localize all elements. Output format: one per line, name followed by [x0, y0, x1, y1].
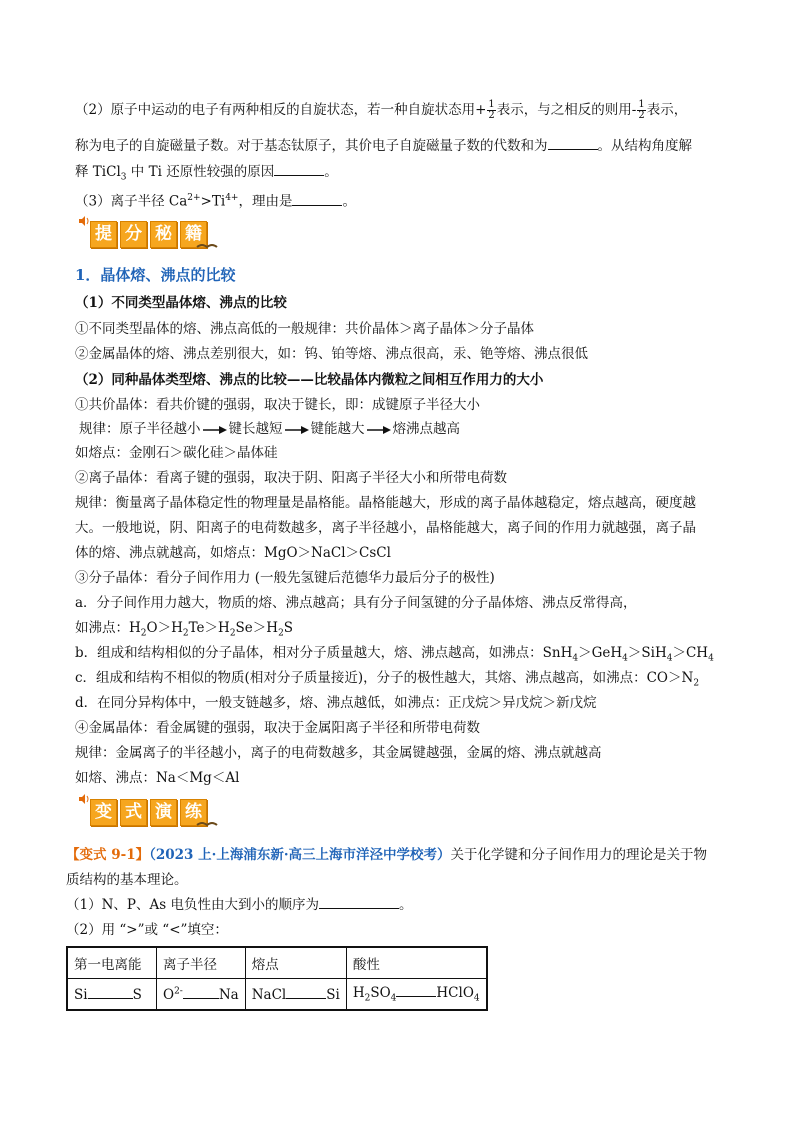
q3-text: ，理由是: [238, 193, 293, 210]
banner-tiles: [90, 221, 207, 248]
body-line: a．分子间作用力越大，物质的熔、沸点越高；具有分子间氢键的分子晶体熔、沸点反常得高，: [75, 595, 637, 611]
fraction-numerator: 1: [488, 99, 495, 110]
exercise-source: （2023 上·上海浦东新·高三上海市洋泾中学校考）: [149, 847, 451, 863]
banner-tiles: [90, 799, 207, 826]
q3-text: （3）离子半径 Ca: [75, 193, 188, 210]
table-cell: [245, 979, 346, 1011]
body-line: ②金属晶体的熔、沸点差别很大，如：钨、铂等熔、沸点很高，汞、铯等熔、沸点很低: [75, 346, 588, 362]
formula-text: S: [283, 620, 294, 636]
formula-text: 如沸点：H: [75, 620, 141, 636]
body-line: 体的熔、沸点就越高，如熔点：MgO＞NaCl＞CsCl: [75, 545, 391, 561]
subscript: 4: [622, 653, 628, 664]
table-header-cell: 熔点: [245, 947, 346, 979]
body-line: 如熔点：金刚石＞碳化硅＞晶体硅: [75, 445, 278, 461]
cell-text: Si: [74, 986, 88, 1003]
q2-line-3: [75, 163, 338, 187]
body-line: ①不同类型晶体的熔、沸点高低的一般规律：共价晶体＞离子晶体＞分子晶体: [75, 321, 534, 337]
subscript: 4: [473, 993, 480, 1004]
banner-char: 籍: [180, 221, 207, 248]
subscript: 2: [693, 678, 700, 689]
formula-text: ＞SiH: [627, 645, 667, 661]
q2-line-1: [75, 100, 687, 121]
cell-text: Na: [218, 986, 239, 1003]
rule-step: 键能越大: [310, 421, 365, 437]
fraction-denominator: 2: [488, 110, 495, 121]
q2-text: 。: [324, 164, 338, 180]
body-line: ②离子晶体：看离子键的强弱，取决于阴、阳离子半径大小和所带电荷数: [75, 470, 507, 486]
subscript: 2: [278, 628, 284, 639]
body-line: ①共价晶体：看共价键的强弱，取决于键长，即：成键原子半径大小: [75, 397, 480, 413]
formula-text: c．组成和结构不相似的物质(相对分子质量接近)，分子的极性越大，其熔、沸点越高，如沸点：CO＞N: [75, 670, 694, 686]
body-line: ④金属晶体：看金属键的强弱，取决于金属阳离子半径和所带电荷数: [75, 720, 480, 736]
body-line: 大。一般地说，阴、阳离子的电荷数越多，离子半径越小，晶格能越大，离子间的作用力就越强，离子晶: [75, 520, 696, 536]
table-cell: [157, 979, 246, 1011]
formula-text: Se＞H: [235, 620, 279, 636]
answer-blank[interactable]: [548, 137, 598, 150]
q3-line: [75, 189, 356, 211]
cell-text: H: [352, 985, 365, 1002]
q2-line-2: [75, 137, 692, 155]
arrow-right-icon: [285, 425, 309, 435]
answer-blank[interactable]: [183, 986, 219, 999]
banner-exercise: [78, 797, 218, 827]
body-line: 规律：衡量离子晶体稳定性的物理量是晶格能。晶格能越大，形成的离子晶体越稳定，熔点越高，硬度越: [75, 495, 696, 511]
arrow-right-icon: [367, 425, 391, 435]
answer-blank[interactable]: [319, 896, 399, 909]
cell-text: NaCl: [251, 986, 287, 1003]
body-line: 如熔、沸点：Na＜Mg＜Al: [75, 770, 240, 786]
fraction-half: [637, 100, 645, 121]
comparison-table: [66, 946, 488, 1011]
rule-step: 键长越短: [228, 421, 283, 437]
fraction-half: [487, 100, 495, 121]
formula-text: b．组成和结构相似的分子晶体，相对分子质量越大，熔、沸点越高，如沸点：SnH: [75, 645, 573, 661]
exercise-text: 质结构的基本理论。: [66, 872, 188, 888]
speaker-icon: [78, 215, 90, 227]
q2-text: 表示，与之相反的则用-: [496, 102, 637, 118]
formula-text: ＞CH: [672, 645, 709, 661]
rule-label: 规律：: [79, 421, 120, 437]
rule-chain: [79, 420, 460, 438]
table-header-cell: 酸性: [346, 947, 486, 979]
answer-blank[interactable]: [292, 193, 342, 206]
subscript: 3: [120, 172, 127, 183]
superscript: 2+: [187, 193, 201, 203]
section-title: 1．晶体熔、沸点的比较: [75, 266, 236, 284]
q1-text: 。: [398, 897, 413, 913]
subscript: 4: [390, 993, 397, 1004]
superscript: 4+: [225, 193, 239, 203]
table-header-row: [67, 947, 487, 979]
table-cell: [346, 979, 486, 1011]
cell-text: O: [163, 986, 175, 1003]
fraction-numerator: 1: [638, 99, 645, 110]
q2-text: 释 TiCl: [75, 164, 121, 180]
q2-text: 称为电子的自旋磁量子数。对于基态钛原子，其价电子自旋磁量子数的代数和为: [75, 138, 548, 154]
table-header-cell: 离子半径: [157, 947, 246, 979]
formula-text: Te＞H: [188, 620, 230, 636]
banner-char: 演: [150, 799, 177, 826]
table-cell: [67, 979, 157, 1011]
banner-char: 分: [120, 221, 147, 248]
answer-blank[interactable]: [88, 986, 133, 999]
formula-line: [75, 619, 293, 643]
subsection-title: （1）不同类型晶体熔、沸点的比较: [75, 295, 287, 311]
subscript: 4: [708, 653, 714, 664]
exercise-tag: 【变式 9-1】: [66, 847, 150, 863]
banner-char: 秘: [150, 221, 177, 248]
body-line: 规律：金属离子的半径越小，离子的电荷数越多，其金属键越强，金属的熔、沸点就越高: [75, 745, 602, 761]
exercise-q1: [66, 896, 412, 914]
fraction-denominator: 2: [638, 110, 645, 121]
exercise-q2: （2）用 “>”或 “<”填空：: [66, 922, 228, 938]
cell-text: Si: [326, 986, 340, 1003]
subscript: 2: [182, 628, 189, 639]
answer-blank[interactable]: [396, 984, 436, 997]
subscript: 2: [364, 993, 371, 1004]
book-icon: [196, 815, 218, 827]
q2-text: 。从结构角度解: [597, 138, 692, 154]
answer-blank[interactable]: [274, 163, 324, 176]
speaker-icon: [78, 793, 90, 805]
arrow-right-icon: [203, 425, 227, 435]
q3-text: >Ti: [200, 193, 226, 210]
exercise-header: [66, 846, 707, 864]
q1-text: （1）N、P、As 电负性由大到小的顺序为: [66, 897, 319, 913]
body-line: ③分子晶体：看分子间作用力 (一般先氢键后范德华力最后分子的极性): [75, 570, 495, 586]
subscript: 4: [572, 653, 579, 664]
cell-text: S: [132, 986, 142, 1003]
answer-blank[interactable]: [286, 986, 326, 999]
formula-line: [75, 669, 699, 693]
q2-text: （2）原子中运动的电子有两种相反的自旋状态，若一种自旋状态用+: [75, 102, 487, 118]
subscript: 2: [229, 628, 236, 639]
superscript: 2-: [174, 986, 183, 996]
formula-line: [75, 644, 714, 668]
subscript: 4: [666, 653, 673, 664]
q2-text: 中 Ti 还原性较强的原因: [126, 164, 275, 180]
q2-text: 表示，: [646, 102, 688, 118]
banner-tips: [78, 219, 208, 249]
banner-char: 式: [120, 799, 147, 826]
banner-char: 练: [180, 799, 207, 826]
table-row: [67, 979, 487, 1011]
subsection-title: （2）同种晶体类型熔、沸点的比较——比较晶体内微粒之间相互作用力的大小: [75, 372, 544, 388]
banner-char: 提: [90, 221, 117, 248]
cell-text: SO: [370, 985, 391, 1002]
formula-text: O＞H: [146, 620, 183, 636]
banner-char: 变: [90, 799, 117, 826]
rule-step: 熔沸点越高: [392, 421, 460, 437]
book-icon: [196, 237, 218, 249]
rule-step: 原子半径越小: [119, 421, 201, 437]
formula-text: ＞GeH: [578, 645, 623, 661]
q3-text: 。: [342, 193, 356, 210]
body-line: d．在同分异构体中，一般支链越多，熔、沸点越低，如沸点：正戊烷＞异戊烷＞新戊烷: [75, 695, 597, 711]
exercise-text: 关于化学键和分子间作用力的理论是关于物: [450, 847, 708, 863]
cell-text: HClO: [436, 985, 474, 1002]
table-header-cell: 第一电离能: [67, 947, 157, 979]
subscript: 2: [140, 628, 147, 639]
